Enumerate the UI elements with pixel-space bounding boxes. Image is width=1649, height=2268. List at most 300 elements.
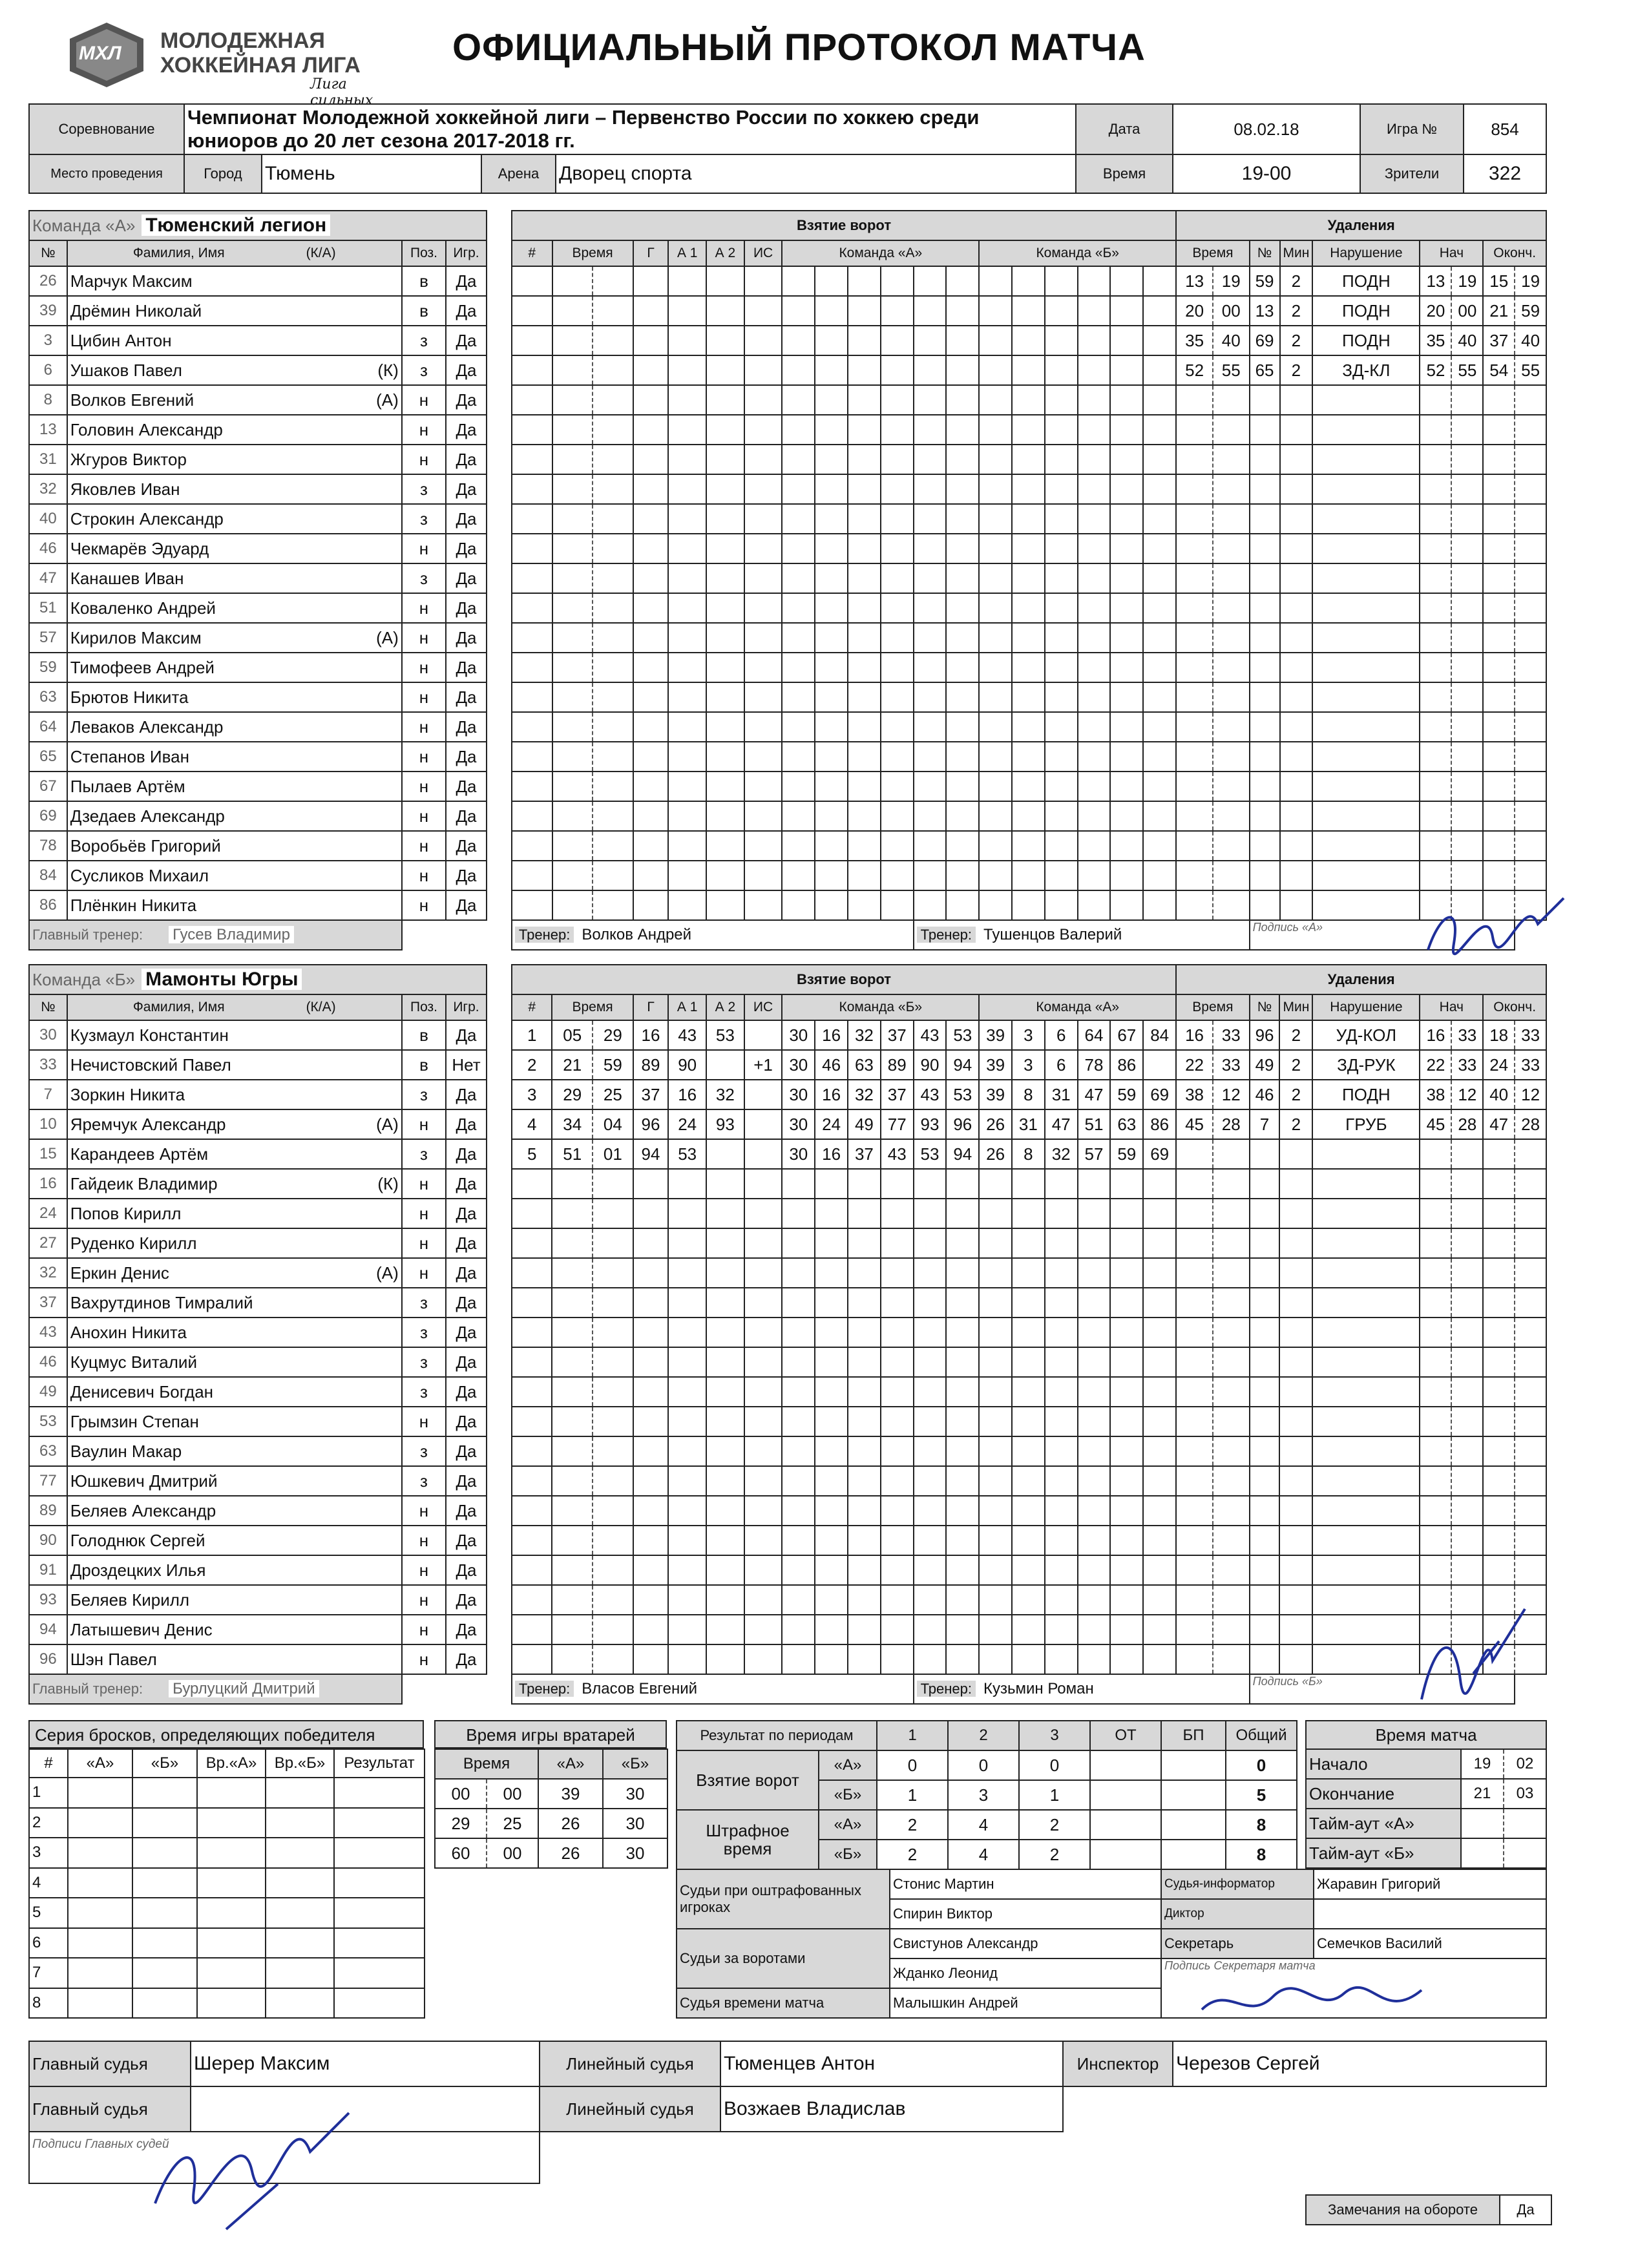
team-a-goal-cell: [1078, 653, 1111, 682]
team-a-goal-cell: [593, 772, 633, 801]
team-a-goal-cell: [914, 445, 947, 474]
team-b-goal-cell: [744, 1288, 782, 1318]
team-a-goal-cell: [946, 385, 979, 415]
timeout-b-hour: [1461, 1838, 1504, 1868]
team-b-goal-cell: [1078, 1258, 1111, 1288]
team-a-penalty-cell: [1420, 831, 1451, 861]
team-b-goal-cell: [1012, 1228, 1045, 1258]
team-a-player-row: [29, 474, 1546, 504]
team-a-goal-cell: [706, 534, 744, 563]
team-a-goal-cell: [946, 712, 979, 742]
team-b-penalty-cell: 40: [1483, 1080, 1515, 1109]
team-a-goal-cell: [782, 326, 815, 355]
team-a-goal-cell: [552, 355, 593, 385]
team-b-goal-cell: [979, 1555, 1012, 1585]
period-pim-a-value: 8: [1226, 1810, 1297, 1840]
team-a-goal-cell: [782, 355, 815, 385]
team-a-goal-cell: [1110, 861, 1143, 890]
team-a-goal-cell: [1143, 355, 1176, 385]
team-a-goal-cell: [979, 861, 1012, 890]
goalie-a: 26: [538, 1838, 603, 1868]
team-b-goal-cell: [1143, 1644, 1176, 1674]
informer-label: Судья-информатор: [1161, 1869, 1314, 1899]
team-b-goal-cell: [593, 1258, 633, 1288]
team-a-penalty-cell: [1250, 742, 1280, 772]
team-b-goal-cell: 59: [593, 1050, 633, 1080]
team-b-goal-cell: [668, 1407, 706, 1436]
team-a-goal-cell: [706, 415, 744, 445]
team-a-penalty-cell: [1451, 772, 1483, 801]
team-a-player-played: Да: [446, 415, 487, 445]
team-b-goal-cell: [815, 1169, 848, 1199]
team-b-penalty-cell: [1213, 1466, 1250, 1496]
team-b-goal-cell: 84: [1143, 1020, 1176, 1050]
team-b-player-row: [29, 1526, 1546, 1555]
team-b-penalty-cell: 18: [1483, 1020, 1515, 1050]
team-b-goal-cell: [881, 1258, 914, 1288]
team-a-goal-cell: [706, 712, 744, 742]
team-b-goal-cell: [979, 1466, 1012, 1496]
team-b-goal-cell: [914, 1318, 947, 1347]
team-b-goal-cell: 29: [552, 1080, 593, 1109]
team-b-goal-cell: [1110, 1644, 1143, 1674]
team-a-penalty-cell: [1420, 415, 1451, 445]
team-b-goal-cell: [744, 1109, 782, 1139]
team-a-player-played: Да: [446, 772, 487, 801]
team-a-col-header: Мин: [1280, 240, 1313, 266]
team-a-player-name: Ушаков Павел (К): [67, 355, 402, 385]
team-b-penalty-cell: [1420, 1555, 1451, 1585]
team-a-player-role: (А): [376, 390, 399, 410]
team-a-goal-cell: [848, 682, 881, 712]
team-b-goal-cell: [552, 1615, 593, 1644]
team-b-goal-cell: [706, 1288, 744, 1318]
shootout-row: [29, 1898, 425, 1928]
team-b-penalty-cell: [1213, 1169, 1250, 1199]
team-b-goal-cell: [782, 1555, 815, 1585]
team-b-goal-cell: [914, 1496, 947, 1526]
team-b-penalty-cell: [1176, 1407, 1213, 1436]
team-a-goal-cell: [593, 563, 633, 593]
team-a-goal-cell: [782, 563, 815, 593]
team-a-goal-cell: [1110, 712, 1143, 742]
team-b-goal-cell: 94: [633, 1139, 669, 1169]
team-b-goal-cell: [593, 1407, 633, 1436]
team-a-goal-cell: [633, 831, 669, 861]
team-b-goal-cell: [668, 1644, 706, 1674]
team-b-goal-cell: [1143, 1555, 1176, 1585]
team-a-penalty-cell: [1515, 742, 1546, 772]
team-b-player-position: н: [402, 1555, 446, 1585]
team-a-player-row: [29, 266, 1546, 296]
team-a-player-played: Да: [446, 563, 487, 593]
team-b-goal-cell: [744, 1644, 782, 1674]
team-a-goal-cell: [593, 653, 633, 682]
team-a-goal-cell: [881, 742, 914, 772]
team-a-goal-cell: [946, 445, 979, 474]
team-a-goal-cell: [1078, 355, 1111, 385]
team-b-goal-cell: [815, 1199, 848, 1228]
team-a-penalty-cell: [1515, 385, 1546, 415]
team-b-goal-cell: [512, 1436, 552, 1466]
team-a-goal-cell: [782, 415, 815, 445]
team-a-goal-cell: [552, 623, 593, 653]
team-b-player-position: н: [402, 1109, 446, 1139]
team-a-penalty-cell: 15: [1483, 266, 1515, 296]
team-b-penalty-cell: [1483, 1258, 1515, 1288]
team-b-penalty-cell: [1279, 1466, 1312, 1496]
team-b-goal-cell: [552, 1288, 593, 1318]
team-a-penalty-cell: [1420, 801, 1451, 831]
team-b-goal-cell: [1045, 1228, 1078, 1258]
team-b-penalty-cell: [1515, 1436, 1546, 1466]
team-a-goal-cell: [782, 772, 815, 801]
team-b-player-position: з: [402, 1377, 446, 1407]
team-b-penalty-cell: 33: [1213, 1050, 1250, 1080]
team-a-col-header: ИС: [744, 240, 782, 266]
team-b-penalty-cell: [1176, 1466, 1213, 1496]
team-b-col-header: Г: [633, 994, 669, 1020]
team-a-goal-cell: [848, 772, 881, 801]
team-a-penalty-cell: [1312, 445, 1420, 474]
team-b-penalty-cell: [1176, 1615, 1213, 1644]
team-a-player-position: н: [402, 682, 446, 712]
team-b-penalty-cell: 24: [1483, 1050, 1515, 1080]
team-b-penalty-cell: [1483, 1526, 1515, 1555]
team-b-penalty-cell: [1312, 1526, 1420, 1555]
team-a-goal-cell: [1045, 712, 1078, 742]
team-a-goal-cell: [593, 385, 633, 415]
team-a-goal-cell: [815, 682, 848, 712]
team-a-goal-cell: [1143, 712, 1176, 742]
team-b-penalty-cell: [1250, 1585, 1280, 1615]
team-b-penalty-cell: [1176, 1496, 1213, 1526]
team-b-goal-cell: 21: [552, 1050, 593, 1080]
team-b-player-row: [29, 1407, 1546, 1436]
team-b-penalty-cell: [1420, 1318, 1451, 1347]
team-a-goal-cell: [881, 534, 914, 563]
team-a-goal-cell: [552, 415, 593, 445]
team-a-goal-cell: [1045, 296, 1078, 326]
team-a-penalty-cell: [1280, 742, 1313, 772]
team-a-col-header: Поз.: [402, 240, 446, 266]
team-b-goal-cell: [552, 1228, 593, 1258]
team-a-goal-cell: [782, 504, 815, 534]
team-a-goal-cell: [1045, 890, 1078, 920]
team-b-penalty-cell: [1279, 1318, 1312, 1347]
team-b-player-played: Да: [446, 1109, 487, 1139]
shootout-row-number: 2: [29, 1808, 68, 1838]
team-a-player-name: Степанов Иван: [67, 742, 402, 772]
team-a-player-number: 64: [29, 712, 67, 742]
team-b-goal-cell: [1045, 1377, 1078, 1407]
team-a-player-name: Яковлев Иван: [67, 474, 402, 504]
team-b-goal-cell: 8: [1012, 1080, 1045, 1109]
period-goals-a-value: 0: [948, 1750, 1019, 1780]
team-b-goal-cell: [815, 1436, 848, 1466]
team-a-player-name: Леваков Александр: [67, 712, 402, 742]
team-b-player-number: 91: [29, 1555, 67, 1585]
team-b-penalty-cell: [1483, 1169, 1515, 1199]
team-a-goal-cell: [744, 326, 782, 355]
team-a-penalty-cell: [1312, 385, 1420, 415]
team-b-penalty-cell: 96: [1250, 1020, 1280, 1050]
team-b-player-row: [29, 1139, 1546, 1169]
shootout-col-header: #: [29, 1749, 68, 1778]
team-b-penalty-cell: 12: [1515, 1080, 1546, 1109]
team-b-goal-cell: [815, 1526, 848, 1555]
team-a-goal-cell: [1078, 445, 1111, 474]
team-a-penalty-cell: 35: [1176, 326, 1213, 355]
team-a-player-number: 13: [29, 415, 67, 445]
team-a-penalty-cell: [1280, 623, 1313, 653]
team-a-goal-cell: [914, 861, 947, 890]
team-b-goal-cell: 53: [706, 1020, 744, 1050]
team-b-penalty-cell: 33: [1213, 1020, 1250, 1050]
team-a-goal-cell: [744, 772, 782, 801]
team-b-player-name: Попов Кирилл: [67, 1199, 402, 1228]
team-b-player-role: (К): [377, 1173, 399, 1193]
team-a-player-name: Марчук Максим: [67, 266, 402, 296]
team-a-goal-cell: [668, 296, 706, 326]
team-a-goal-cell: [881, 682, 914, 712]
team-a-penalty-cell: 13: [1420, 266, 1451, 296]
team-b-goal-cell: [782, 1436, 815, 1466]
team-b-goal-cell: 39: [979, 1050, 1012, 1080]
shootout-row-number: 6: [29, 1928, 68, 1958]
team-b-goal-cell: [881, 1585, 914, 1615]
team-b-goal-cell: [782, 1258, 815, 1288]
team-a-goal-cell: [1143, 653, 1176, 682]
team-b-penalty-cell: [1483, 1347, 1515, 1377]
team-b-penalty-cell: УД-КОЛ: [1312, 1020, 1420, 1050]
goalie-time-min: 00: [435, 1779, 487, 1809]
team-b-goal-cell: [946, 1526, 979, 1555]
team-b-goal-cell: [512, 1496, 552, 1526]
team-b-goal-cell: [979, 1318, 1012, 1347]
team-b-goal-cell: 69: [1143, 1139, 1176, 1169]
team-b-player-played: Да: [446, 1436, 487, 1466]
team-a-player-row: [29, 890, 1546, 920]
team-b-penalty-cell: [1250, 1615, 1280, 1644]
team-a-goal-cell: [512, 266, 552, 296]
team-a-goal-cell: [815, 296, 848, 326]
team-b-goal-cell: [1012, 1288, 1045, 1318]
team-b-penalty-cell: [1279, 1347, 1312, 1377]
team-b-goal-cell: [633, 1169, 669, 1199]
team-a-penalty-cell: [1250, 504, 1280, 534]
team-a-goal-cell: [946, 831, 979, 861]
team-b-penalty-cell: [1250, 1139, 1280, 1169]
team-b-goal-cell: [1110, 1496, 1143, 1526]
team-a-goal-cell: [1012, 831, 1045, 861]
team-a-goal-cell: [706, 296, 744, 326]
team-b-goal-cell: [706, 1644, 744, 1674]
team-a-goal-cell: [946, 266, 979, 296]
team-b-goal-cell: [593, 1377, 633, 1407]
team-a-col-header: Команда «А»: [782, 240, 979, 266]
period-pim-label: Штрафное время: [677, 1810, 819, 1869]
goalie-b: 30: [603, 1838, 667, 1868]
team-b-penalty-cell: [1312, 1288, 1420, 1318]
inspector-label: Инспектор: [1063, 2041, 1173, 2086]
team-a-goal-cell: [848, 445, 881, 474]
goalie-b: 30: [603, 1779, 667, 1809]
team-b-player-played: Да: [446, 1258, 487, 1288]
team-a-goal-cell: [848, 623, 881, 653]
team-b-goal-cell: [668, 1169, 706, 1199]
team-a-goal-cell: [706, 623, 744, 653]
team-a-player-position: н: [402, 861, 446, 890]
team-a-col-header: №: [1250, 240, 1280, 266]
team-b-goal-cell: [744, 1377, 782, 1407]
team-b-goal-cell: [1078, 1585, 1111, 1615]
team-a-player-position: н: [402, 385, 446, 415]
team-b-goal-cell: [782, 1585, 815, 1615]
team-a-goal-cell: [633, 623, 669, 653]
team-b-player-position: н: [402, 1644, 446, 1674]
team-b-col-header: Нач: [1420, 994, 1483, 1020]
team-b-goal-cell: 32: [1045, 1139, 1078, 1169]
team-a-goal-cell: [1110, 831, 1143, 861]
team-a-goal-cell: [914, 326, 947, 355]
team-a-goal-cell: [1045, 474, 1078, 504]
team-a-goal-cell: [1143, 831, 1176, 861]
team-a-penalty-cell: [1420, 712, 1451, 742]
team-b-goal-cell: [1012, 1347, 1045, 1377]
team-a-penalty-cell: [1213, 474, 1250, 504]
team-b-penalty-cell: [1483, 1377, 1515, 1407]
team-a-goal-cell: [979, 801, 1012, 831]
team-b-goal-cell: [1045, 1644, 1078, 1674]
team-a-goal-cell: [979, 326, 1012, 355]
team-a-penalty-cell: [1280, 474, 1313, 504]
team-b-goal-cell: [914, 1555, 947, 1585]
team-a-player-row: [29, 355, 1546, 385]
team-b-goal-cell: [1078, 1615, 1111, 1644]
team-b-penalty-cell: [1250, 1496, 1280, 1526]
team-a-goal-cell: [633, 712, 669, 742]
team-b-penalty-cell: [1451, 1496, 1483, 1526]
team-a-goal-cell: [1143, 296, 1176, 326]
team-b-goal-cell: [706, 1347, 744, 1377]
team-a-goal-cell: [1012, 623, 1045, 653]
team-b-goal-cell: 6: [1045, 1020, 1078, 1050]
team-b-player-number: 24: [29, 1199, 67, 1228]
team-b-goal-cell: [512, 1615, 552, 1644]
team-a-col-header: Фамилия, Имя (К/А): [67, 240, 402, 266]
team-b-player-name: Анохин Никита: [67, 1318, 402, 1347]
team-b-player-name: Беляев Кирилл: [67, 1585, 402, 1615]
team-b-goal-cell: [1012, 1436, 1045, 1466]
team-b-player-played: Да: [446, 1080, 487, 1109]
team-b-penalty-cell: [1279, 1436, 1312, 1466]
team-a-penalty-cell: [1280, 504, 1313, 534]
team-b-penalty-cell: [1176, 1199, 1213, 1228]
goalie-time-sec: 00: [487, 1838, 538, 1868]
team-b-goal-cell: [706, 1228, 744, 1258]
team-b-penalty-cell: [1250, 1199, 1280, 1228]
team-a-player-number: 86: [29, 890, 67, 920]
team-a-penalty-cell: 13: [1250, 296, 1280, 326]
team-a-player-name: Брютов Никита: [67, 682, 402, 712]
team-a-penalty-cell: [1420, 742, 1451, 772]
team-b-penalty-cell: [1420, 1347, 1451, 1377]
team-b-goal-cell: [668, 1258, 706, 1288]
team-a-goal-cell: [512, 296, 552, 326]
team-b-goal-cell: [552, 1347, 593, 1377]
team-b-goal-cell: 43: [914, 1080, 947, 1109]
team-b-player-position: з: [402, 1436, 446, 1466]
timeout-a-label: Тайм-аут «А»: [1306, 1809, 1461, 1838]
team-a-goal-cell: [1110, 890, 1143, 920]
team-a-goal-cell: [552, 682, 593, 712]
team-b-goal-cell: [1045, 1466, 1078, 1496]
shootout-row-number: 3: [29, 1838, 68, 1868]
goalie-time-sec: 00: [487, 1779, 538, 1809]
team-a-goal-cell: [914, 831, 947, 861]
team-a-penalty-cell: 37: [1483, 326, 1515, 355]
team-b-goal-cell: [1143, 1407, 1176, 1436]
team-a-player-position: н: [402, 445, 446, 474]
team-b-player-played: Да: [446, 1020, 487, 1050]
team-b-goal-cell: 51: [552, 1139, 593, 1169]
team-b-player-row: [29, 1109, 1546, 1139]
team-b-col-header: Время: [552, 994, 633, 1020]
team-b-goal-cell: 77: [881, 1109, 914, 1139]
team-b-goal-cell: [633, 1496, 669, 1526]
time-value: 19-00: [1173, 154, 1360, 193]
team-a-player-role: (А): [376, 627, 399, 647]
team-a-goal-cell: [512, 653, 552, 682]
team-b-goal-cell: [815, 1288, 848, 1318]
informer-value: Жаравин Григорий: [1314, 1869, 1546, 1899]
period-pim-b-value: 2: [1019, 1840, 1090, 1869]
team-a-protocol-table: [28, 210, 1547, 950]
team-a-penalty-cell: [1483, 831, 1515, 861]
team-a-goal-cell: [552, 534, 593, 563]
team-a-goal-cell: [979, 563, 1012, 593]
team-a-goal-cell: [552, 742, 593, 772]
team-a-goal-cell: [1143, 742, 1176, 772]
team-a-goal-cell: [633, 563, 669, 593]
team-b-goal-cell: 5: [512, 1139, 552, 1169]
team-b-goal-cell: [815, 1228, 848, 1258]
team-b-col-header: Нарушение: [1312, 994, 1420, 1020]
team-a-goal-cell: [512, 861, 552, 890]
shootout-row: [29, 1778, 425, 1808]
team-a-penalty-cell: [1312, 623, 1420, 653]
team-a-goal-cell: [668, 474, 706, 504]
team-b-goal-cell: [815, 1466, 848, 1496]
team-a-player-name: Сусликов Михаил: [67, 861, 402, 890]
timeout-b-label: Тайм-аут «Б»: [1306, 1838, 1461, 1868]
team-b-goal-cell: [744, 1436, 782, 1466]
team-a-goal-cell: [979, 355, 1012, 385]
team-b-goal-cell: [593, 1466, 633, 1496]
team-a-player-number: 84: [29, 861, 67, 890]
team-a-goal-cell: [593, 831, 633, 861]
team-a-goals-title: Взятие ворот: [512, 211, 1176, 240]
team-a-penalty-cell: [1483, 682, 1515, 712]
team-a-goal-cell: [668, 266, 706, 296]
team-a-player-number: 78: [29, 831, 67, 861]
team-a-penalty-cell: [1176, 772, 1213, 801]
team-a-player-number: 32: [29, 474, 67, 504]
team-a-goal-cell: [593, 326, 633, 355]
team-b-penalty-cell: [1279, 1407, 1312, 1436]
team-b-player-name: Латышевич Денис: [67, 1615, 402, 1644]
